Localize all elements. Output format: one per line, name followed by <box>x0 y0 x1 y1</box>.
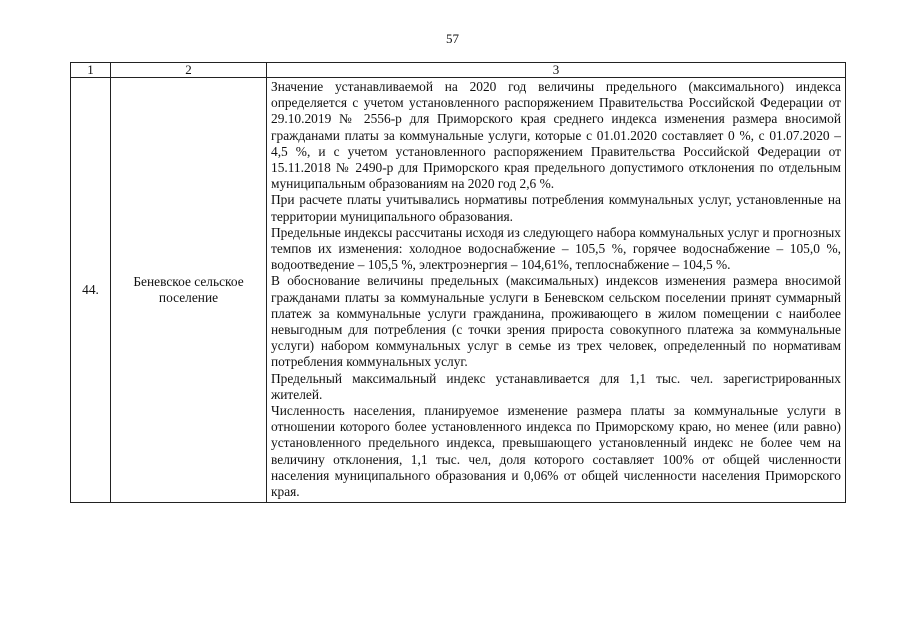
paragraph-index-basis: Значение устанавливаемой на 2020 год величины предельного (максимального) индекса определяется с учетом установленного распоряжением Правительства Российской Федерации от 29.10.2019 № 2556-р для Приморского края среднего индекса изменения размера вносимой гражданами платы за коммунальные услуги, которые с 01.01.2020 составляет 0 %, с 01.07.2020 – 4,5 %, и с учетом установленного распоряжением Правительства Российской Федерации от 15.11.2018 № 2490-р для Приморского края предельного допустимого отклонения по отдельным муниципальным образованиям на 2020 год 2,6 %. <box>271 79 841 192</box>
header-cell-3: 3 <box>267 63 846 78</box>
municipality-name-cell: Беневское сельское поселение <box>111 78 267 503</box>
header-cell-2: 2 <box>111 63 267 78</box>
page-number: 57 <box>446 31 459 46</box>
description-cell <box>267 78 846 503</box>
municipal-index-table <box>70 62 846 503</box>
paragraph-consumption-norms: При расчете платы учитывались нормативы потребления коммунальных услуг, установленные на территории муниципального образования. <box>271 192 841 224</box>
table-row <box>71 78 846 503</box>
header-cell-1: 1 <box>71 63 111 78</box>
row-number-cell: 44. <box>71 78 111 503</box>
table-header-row <box>71 63 846 78</box>
paragraph-population-covered: Предельный максимальный индекс устанавливается для 1,1 тыс. чел. зарегистрированных жителей. <box>271 370 841 402</box>
paragraph-population-share: Численность населения, планируемое изменение размера платы за коммунальные услуги в отношении которого более установленного индекса по Приморскому краю, но менее (или равно) установленного предельного индекса, превышающего установленный индекс не более чем на величину отклонения, 1,1 тыс. чел, доля которого составляет 100% от общей численности населения муниципального образования и 0,06% от общей численности населения Приморского края. <box>271 403 841 500</box>
paragraph-justification: В обоснование величины предельных (максимальных) индексов изменения размера вносимой гражданами платы за коммунальные услуги в Беневском сельском поселении принят суммарный платеж за коммунальные услуги гражданина, проживающего в жилом помещении с наиболее невыгодным для потребления (с точки зрения прироста совокупного платежа за коммунальные услуги) набором коммунальных услуг в семье из трех человек, определенный по нормативам потребления коммунальных услуг. <box>271 273 841 370</box>
paragraph-service-rates: Предельные индексы рассчитаны исходя из следующего набора коммунальных услуг и прогнозных темпов их изменения: холодное водоснабжение – 105,5 %, горячее водоснабжение – 105,0 %, водоотведение – 105,5 %, электроэнергия – 104,61%, теплоснабжение – 104,5 %. <box>271 224 841 273</box>
